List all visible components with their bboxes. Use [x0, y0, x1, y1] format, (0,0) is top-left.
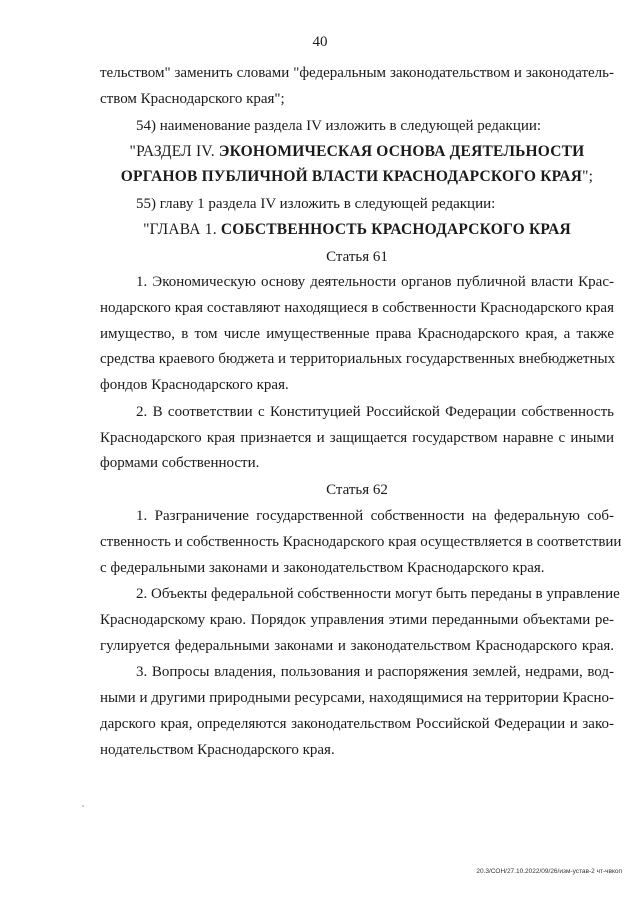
section-heading-title-cont: ОРГАНОВ ПУБЛИЧНОЙ ВЛАСТИ КРАСНОДАРСКОГО КРАЯ: [120, 168, 583, 185]
text-line: 2. В соответствии с Конституцией Российской Федерации собственность: [136, 404, 614, 420]
text-line: нодарского края составляют находящиеся в собственности Краснодарского края: [100, 300, 614, 316]
section-heading-line-2: [100, 167, 614, 187]
page-number: 40: [312, 34, 328, 50]
text-line: тельством" заменить словами "федеральным законодательством и законодатель-: [100, 65, 614, 81]
text-line: гулируется федеральными законами и законодательством Краснодарского края.: [100, 638, 614, 654]
text-line: 3. Вопросы владения, пользования и распоряжения землей, недрами, вод-: [136, 664, 614, 680]
text-line: Краснодарскому краю. Порядок управления этими переданными объектами ре-: [100, 612, 614, 628]
text-line: 1. Разграничение государственной собственности на федеральную соб-: [136, 508, 614, 524]
section-heading-suffix: ";: [582, 168, 594, 185]
text-line: 54) наименование раздела IV изложить в следующей редакции:: [136, 118, 542, 134]
text-line: ством Краснодарского края";: [100, 91, 285, 107]
section-heading-prefix: "РАЗДЕЛ IV.: [129, 143, 219, 160]
text-line: 55) главу 1 раздела IV изложить в следующей редакции:: [136, 196, 496, 212]
text-line: 1. Экономическую основу деятельности органов публичной власти Крас-: [136, 274, 614, 290]
text-line: с федеральными законами и законодательством Краснодарского края.: [100, 560, 545, 576]
text-line: ными и другими природными ресурсами, находящимися на территории Красно-: [100, 690, 614, 706]
text-line: ственность и собственность Краснодарского края осуществляется в соответствии: [100, 534, 622, 550]
document-footer-code: 20.3/СОН/27.10.2022/09/26/изм-устав-2 чт-чвкоп: [476, 868, 622, 875]
text-line: Краснодарского края признается и защищается государством наравне с иными: [100, 430, 614, 446]
text-line: нодательством Краснодарского края.: [100, 742, 335, 758]
section-heading-title: ЭКОНОМИЧЕСКАЯ ОСНОВА ДЕЯТЕЛЬНОСТИ: [218, 143, 585, 160]
text-line: фондов Краснодарского края.: [100, 377, 289, 393]
chapter-heading: [100, 220, 614, 240]
text-line: средства краевого бюджета и территориальных государственных внебюджетных: [100, 351, 616, 367]
chapter-heading-prefix: "ГЛАВА 1.: [143, 221, 221, 238]
scan-speck: [82, 805, 84, 807]
article-62-title: Статья 62: [326, 482, 388, 498]
text-line: имущество, в том числе имущественные права Краснодарского края, а также: [100, 326, 614, 342]
article-61-title: Статья 61: [326, 249, 388, 265]
text-line: дарского края, определяются законодательством Российской Федерации и зако-: [100, 716, 614, 732]
text-line: формами собственности.: [100, 455, 260, 471]
section-heading-line-1: [100, 142, 614, 162]
text-line: 2. Объекты федеральной собственности могут быть переданы в управление: [136, 586, 620, 602]
chapter-heading-title: СОБСТВЕННОСТЬ КРАСНОДАРСКОГО КРАЯ: [220, 221, 571, 238]
